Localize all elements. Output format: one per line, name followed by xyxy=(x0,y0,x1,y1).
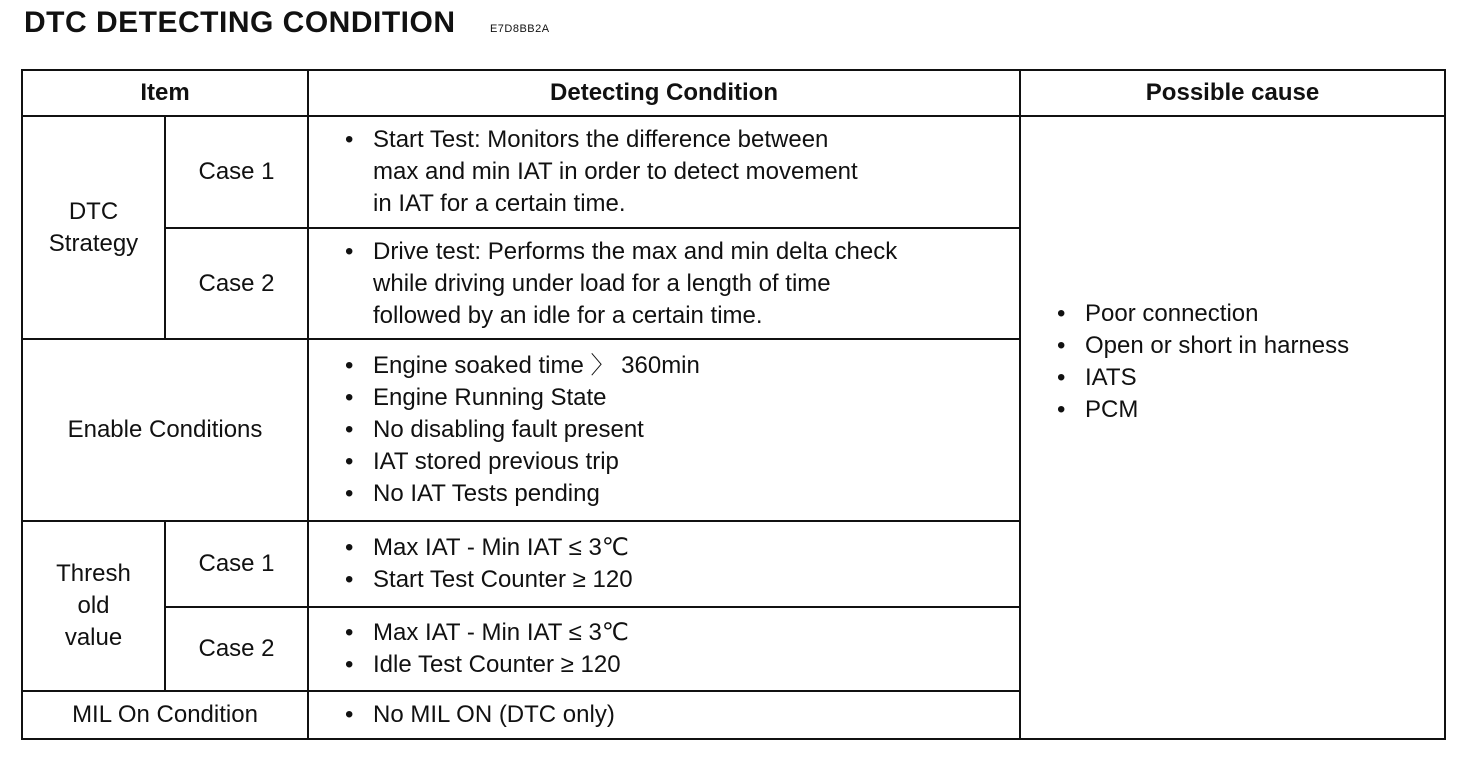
list-item: • IATS xyxy=(1057,362,1444,394)
threshold-case2-condition xyxy=(308,607,1020,691)
page-title: DTC DETECTING CONDITION xyxy=(24,6,456,39)
dtc-strategy-case2-condition xyxy=(308,228,1020,339)
page-heading xyxy=(24,6,550,50)
list-item: • Drive test: Performs the max and min delta check while driving under load for a length of time followed by an idle for a certain time. xyxy=(345,236,1019,332)
dtc-strategy-case1-condition xyxy=(308,116,1020,228)
list-item: • Start Test: Monitors the difference between max and min IAT in order to detect movement in IAT for a certain time. xyxy=(345,124,1019,220)
threshold-value-label: Thresh old value xyxy=(22,521,165,691)
mil-on-condition-label: MIL On Condition xyxy=(22,691,308,739)
list-item: • Engine Running State xyxy=(345,382,1019,414)
list-item: • Poor connection xyxy=(1057,298,1444,330)
dtc-detecting-condition-table xyxy=(21,69,1446,740)
header-item: Item xyxy=(22,70,308,116)
enable-conditions-label: Enable Conditions xyxy=(22,339,308,521)
table-header-row xyxy=(22,70,1445,116)
list-item: • No IAT Tests pending xyxy=(345,478,1019,510)
list-item: • No disabling fault present xyxy=(345,414,1019,446)
possible-cause-cell xyxy=(1020,116,1445,739)
enable-conditions-condition xyxy=(308,339,1020,521)
list-item: • Max IAT - Min IAT ≤ 3℃ xyxy=(345,617,1019,649)
mil-on-condition-condition xyxy=(308,691,1020,739)
dtc-strategy-case2-label: Case 2 xyxy=(165,228,308,339)
list-item: • PCM xyxy=(1057,394,1444,426)
possible-cause-list xyxy=(1057,298,1444,426)
list-item: • IAT stored previous trip xyxy=(345,446,1019,478)
threshold-case2-label: Case 2 xyxy=(165,607,308,691)
document-code: E7D8BB2A xyxy=(489,23,550,35)
threshold-case1-condition xyxy=(308,521,1020,607)
list-item: • Max IAT - Min IAT ≤ 3℃ xyxy=(345,532,1019,564)
list-item: • Open or short in harness xyxy=(1057,330,1444,362)
list-item: • No MIL ON (DTC only) xyxy=(345,699,1019,731)
dtc-strategy-label: DTC Strategy xyxy=(22,116,165,339)
table-row xyxy=(22,116,1445,228)
list-item: • Engine soaked time 〉 360min xyxy=(345,350,1019,382)
header-detecting-condition: Detecting Condition xyxy=(308,70,1020,116)
list-item: • Start Test Counter ≥ 120 xyxy=(345,564,1019,596)
header-possible-cause: Possible cause xyxy=(1020,70,1445,116)
threshold-case1-label: Case 1 xyxy=(165,521,308,607)
dtc-strategy-case1-label: Case 1 xyxy=(165,116,308,228)
list-item: • Idle Test Counter ≥ 120 xyxy=(345,649,1019,681)
